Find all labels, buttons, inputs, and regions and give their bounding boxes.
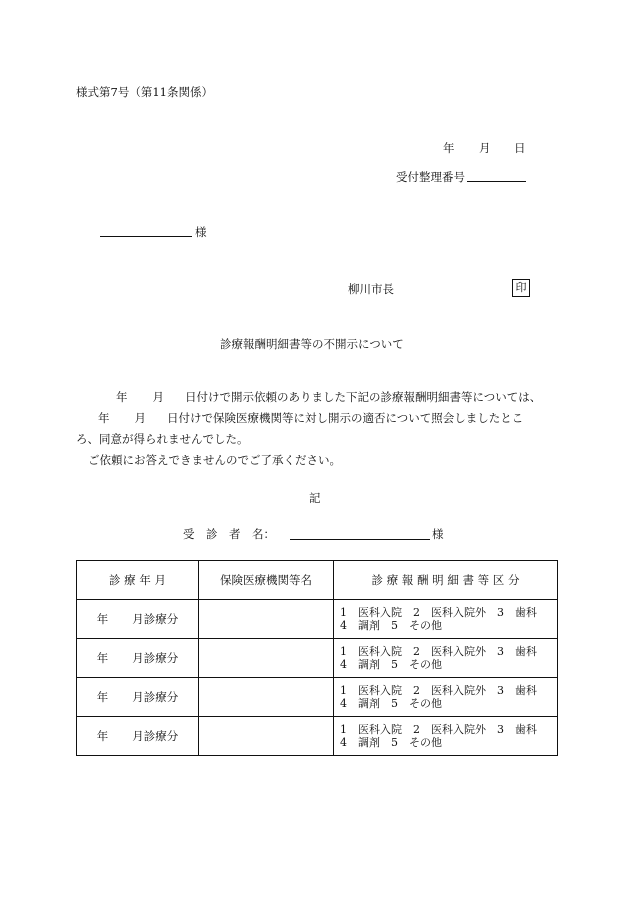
row-year-label: 年: [96, 651, 109, 665]
seal-mark: 印: [512, 279, 530, 297]
body-line1-year: 年: [116, 390, 128, 404]
table-row: [77, 600, 558, 639]
category-line-2: 4 調剤 5 その他: [340, 658, 442, 671]
institution-cell: [199, 678, 334, 717]
form-id: 様式第7号（第11条関係）: [76, 85, 213, 99]
row-month-label: 月診療分: [132, 690, 179, 704]
category-line-2: 4 調剤 5 その他: [340, 736, 442, 749]
row-month-label: 月診療分: [132, 612, 179, 626]
category-cell: [334, 639, 558, 678]
category-cell: [334, 600, 558, 639]
header-category: 診 療 報 酬 明 細 書 等 区 分: [334, 561, 558, 600]
date-month-label: 月: [479, 141, 491, 155]
row-month-label: 月診療分: [132, 651, 179, 665]
table-row: [77, 678, 558, 717]
body-line-2: [76, 408, 566, 429]
category-line-1: 1 医科入院 2 医科入院外 3 歯科: [340, 684, 537, 697]
row-year-label: 年: [96, 612, 109, 626]
row-month-label: 月診療分: [132, 729, 179, 743]
header-institution-name: 保険医療機関等名: [199, 561, 334, 600]
treatment-period-cell: [77, 639, 199, 678]
document-title: 診療報酬明細書等の不開示について: [220, 337, 404, 351]
category-cell: [334, 678, 558, 717]
patient-name-label: 受 診 者 名：: [183, 527, 275, 541]
body-line2-year: 年: [98, 411, 110, 425]
patient-name-blank: [290, 526, 430, 540]
body-line2-month: 月: [134, 411, 146, 425]
row-year-label: 年: [96, 729, 109, 743]
header-treatment-period: 診 療 年 月: [77, 561, 199, 600]
category-line-2: 4 調剤 5 その他: [340, 697, 442, 710]
claims-table: [76, 560, 558, 756]
ki-mark: 記: [309, 491, 321, 505]
table-row: [77, 639, 558, 678]
treatment-period-cell: [77, 717, 199, 756]
treatment-period-cell: [77, 678, 199, 717]
table-header-row: [77, 561, 558, 600]
body-line4-text: ご依頼にお答えできませんのでご了承ください。: [88, 453, 341, 467]
addressee-suffix: 様: [195, 225, 207, 239]
date-day-label: 日: [514, 141, 526, 155]
category-line-2: 4 調剤 5 その他: [340, 619, 442, 632]
sender-name: 柳川市長: [348, 282, 394, 296]
reception-number-label: 受付整理番号: [396, 170, 465, 184]
category-line-1: 1 医科入院 2 医科入院外 3 歯科: [340, 723, 537, 736]
treatment-period-cell: [77, 600, 199, 639]
institution-cell: [199, 600, 334, 639]
body-line1-month: 月: [152, 390, 164, 404]
table-row: [77, 717, 558, 756]
body-paragraph: [76, 387, 566, 471]
addressee-blank: [100, 223, 192, 237]
body-line-4: [76, 450, 566, 471]
institution-cell: [199, 717, 334, 756]
reception-number-blank: [467, 169, 526, 182]
body-line1-text: 日付けで開示依頼のありました下記の診療報酬明細書等については、: [185, 390, 542, 404]
category-line-1: 1 医科入院 2 医科入院外 3 歯科: [340, 606, 537, 619]
row-year-label: 年: [96, 690, 109, 704]
institution-cell: [199, 639, 334, 678]
patient-name-suffix: 様: [432, 527, 444, 541]
date-year-label: 年: [443, 141, 455, 155]
body-line-1: [76, 387, 566, 408]
body-line-3: ろ、同意が得られませんでした。: [76, 432, 249, 446]
category-line-1: 1 医科入院 2 医科入院外 3 歯科: [340, 645, 537, 658]
category-cell: [334, 717, 558, 756]
body-line2-text: 日付けで保険医療機関等に対し開示の適否について照会しましたとこ: [167, 411, 524, 425]
